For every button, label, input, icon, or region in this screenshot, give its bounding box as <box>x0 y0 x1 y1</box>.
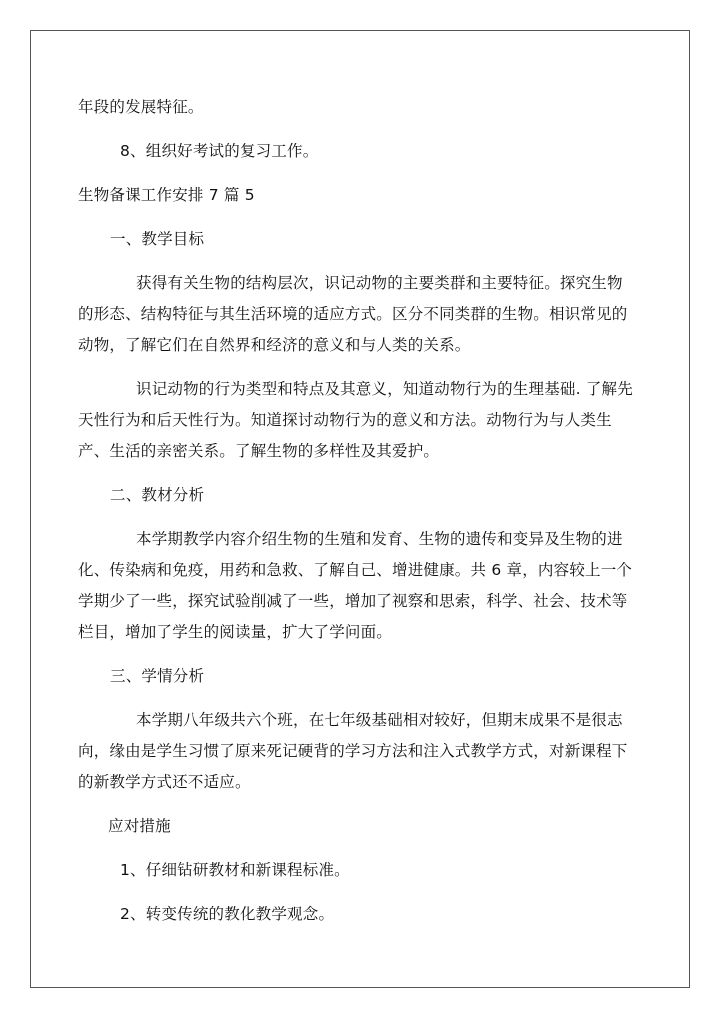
heading-teaching-goals: 一、教学目标 <box>110 230 205 248</box>
heading-student-analysis: 三、学情分析 <box>110 667 205 685</box>
document-body <box>78 92 638 930</box>
heading-material-analysis: 二、教材分析 <box>110 486 205 504</box>
text-line: 年段的发展特征。 <box>78 98 204 116</box>
paragraph: 识记动物的行为类型和特点及其意义，知道动物行为的生理基础. 了解先天性行为和后天性行为。知道探讨动物行为的意义和方法。动物行为与人类生产、生活的亲密关系。了解生物的多样性及其爱护。 <box>78 380 633 460</box>
paragraph: 获得有关生物的结构层次，识记动物的主要类群和主要特征。探究生物的形态、结构特征与其生活环境的适应方式。区分不同类群的生物。相识常见的动物，了解它们在自然界和经济的意义和与人类的关系。 <box>78 274 628 354</box>
heading-countermeasures: 应对措施 <box>108 817 171 835</box>
paragraph: 本学期教学内容介绍生物的生殖和发育、生物的遗传和变异及生物的进化、传染病和免疫，用药和急救、了解自己、增进健康。共 6 章，内容较上一个学期少了一些，探究试验削减了一些，增加了视察和思索，科学、社会、技术等栏目，增加了学生的阅读量，扩大了学问面。 <box>78 530 633 641</box>
list-item: 2、转变传统的教化教学观念。 <box>120 905 335 923</box>
section-title: 生物备课工作安排 7 篇 5 <box>78 186 255 204</box>
paragraph: 本学期八年级共六个班，在七年级基础相对较好，但期末成果不是很志向，缘由是学生习惯了原来死记硬背的学习方法和注入式教学方式，对新课程下的新教学方式还不适应。 <box>78 711 628 791</box>
list-item: 8、组织好考试的复习工作。 <box>120 142 319 160</box>
list-item: 1、仔细钻研教材和新课程标准。 <box>120 861 350 879</box>
